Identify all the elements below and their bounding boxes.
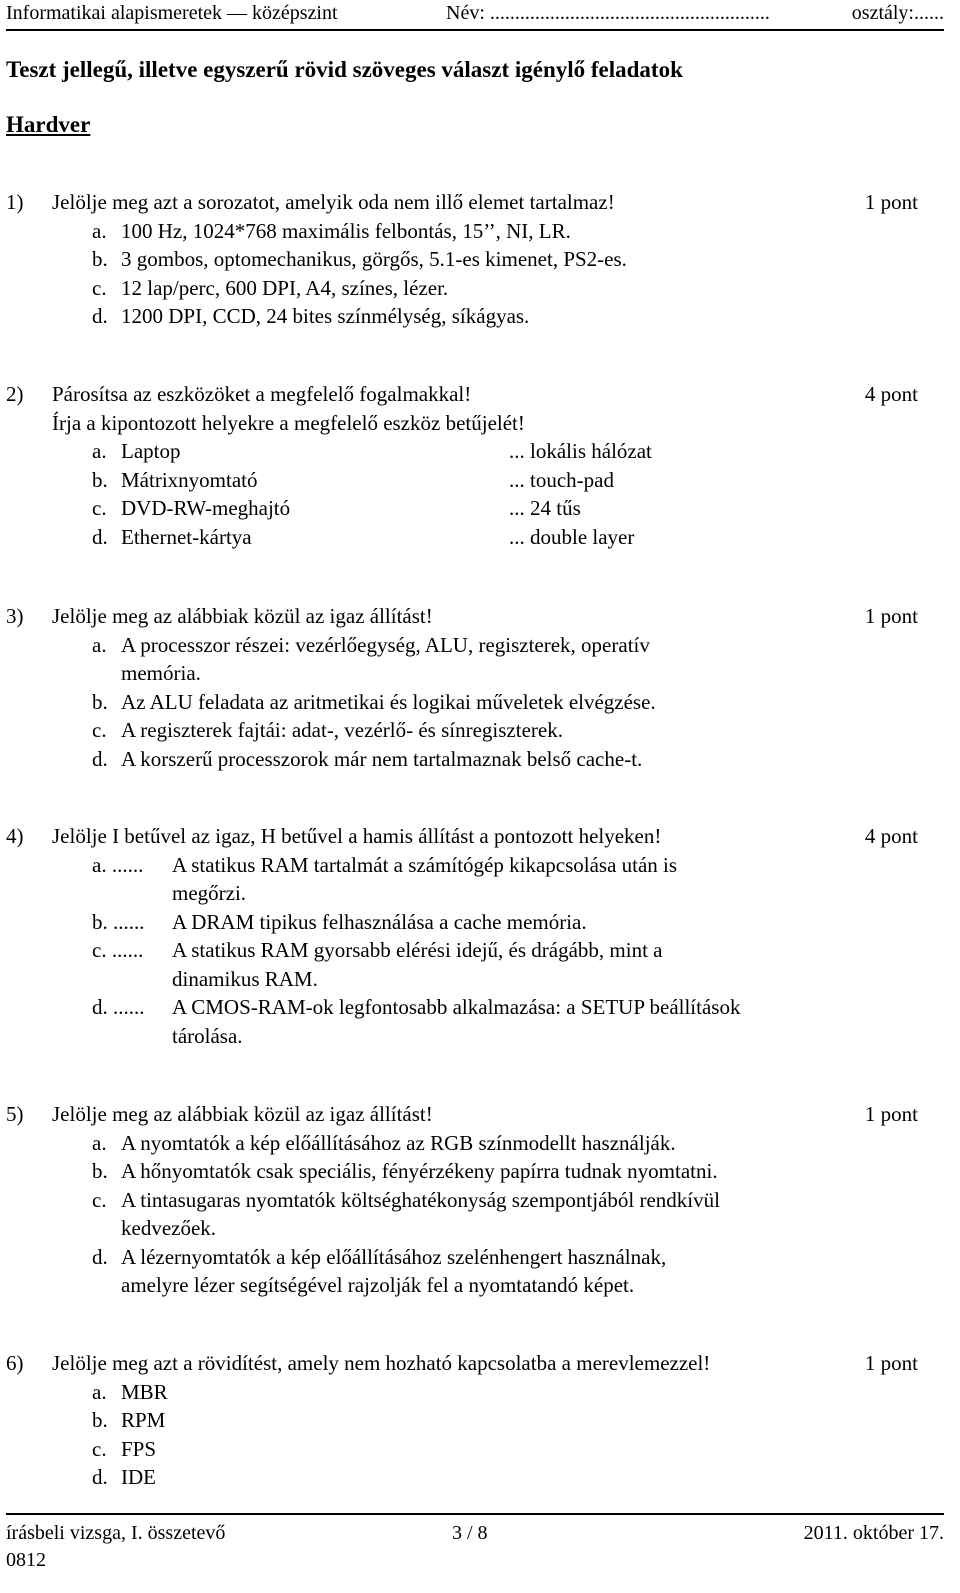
pair-device: DVD-RW-meghajtó [121,496,291,520]
page-header [6,0,944,27]
option-text: 12 lap/perc, 600 DPI, A4, színes, lézer. [121,275,449,300]
option-label: b. [92,247,108,271]
statement-answer-blank[interactable]: b. ...... [92,909,145,934]
header-name-field: Név: ........................................................ [446,2,770,24]
footer-date: 2011. október 17. [803,1522,944,1544]
pair-label: b. [92,467,108,492]
footer-exam-part: írásbeli vizsga, I. összetevő [6,1522,226,1544]
statement-text: A DRAM tipikus felhasználása a cache memória. [172,909,587,934]
statement-text: A statikus RAM gyorsabb elérési idejű, és drágább, mint a [172,938,663,962]
option-label: a. [92,1130,107,1155]
option-d [6,745,918,774]
question-text: Párosítsa az eszközöket a megfelelő fogalmakkal! [52,382,472,406]
page-footer [6,1520,944,1580]
statement-answer-blank[interactable]: a. ...... [92,852,144,877]
question-text: Jelölje meg azt a sorozatot, amelyik oda nem illő elemet tartalmaz! [52,190,615,214]
footer-code: 0812 [6,1549,46,1571]
option-text-continued: kedvezőek. [121,1216,217,1240]
question-text: Jelölje meg azt a rövidítést, amely nem hozható kapcsolatba a merevlemezzel! [52,1351,711,1375]
statement-text-continued: tárolása. [172,1023,243,1048]
option-a [6,1129,918,1158]
question-instruction: Írja a kipontozott helyekre a megfelelő eszköz betűjelét! [52,410,525,435]
option-text: 100 Hz, 1024*768 maximális felbontás, 15’’, NI, LR. [121,218,571,243]
question-number: 3) [6,604,24,628]
option-text: 3 gombos, optomechanikus, görgős, 5.1-es kimenet, PS2-es. [121,247,627,271]
option-a [6,1378,918,1407]
option-text: FPS [121,1436,157,1461]
pair-answer-blank[interactable]: ... double layer [509,524,635,549]
header-class-field: osztály:...... [851,2,944,24]
question-points: 4 pont [864,382,918,406]
question-4 [6,822,918,1050]
question-text: Jelölje meg az alábbiak közül az igaz állítást! [52,604,433,628]
option-text: MBR [121,1379,168,1404]
option-d [6,302,918,331]
question-number: 2) [6,382,24,406]
option-label: a. [92,632,107,657]
page-number: 3 / 8 [452,1522,488,1544]
footer-divider [6,1513,944,1515]
option-b [6,1406,918,1435]
option-b [6,1157,918,1186]
pair-row [6,523,918,552]
option-label: c. [92,275,107,300]
question-number: 6) [6,1351,24,1375]
option-label: b. [92,1159,108,1183]
statement-text: A statikus RAM tartalmát a számítógép kikapcsolása után is [172,852,678,877]
option-label: b. [92,1408,108,1432]
question-points: 1 pont [864,604,918,628]
pair-device: Laptop [121,439,181,463]
question-points: 1 pont [864,1102,918,1126]
pair-row [6,466,918,495]
option-label: b. [92,689,108,714]
option-c [6,1435,918,1464]
question-number: 1) [6,190,24,214]
pair-device: Ethernet-kártya [121,524,252,549]
question-points: 4 pont [864,824,918,848]
pair-answer-blank[interactable]: ... lokális hálózat [509,439,652,463]
pair-label: d. [92,524,108,549]
question-1 [6,188,918,331]
option-label: d. [92,1244,108,1269]
question-text: Jelölje meg az alábbiak közül az igaz állítást! [52,1102,433,1126]
statement-text-continued: megőrzi. [172,881,247,905]
header-divider [6,29,944,31]
question-text: Jelölje I betűvel az igaz, H betűvel a hamis állítást a pontozott helyeken! [52,824,662,848]
statement-text-continued: dinamikus RAM. [172,966,318,991]
option-text-continued: memória. [121,661,201,685]
option-d [6,1463,918,1492]
option-text: RPM [121,1408,166,1432]
statement-text: A CMOS-RAM-ok legfontosabb alkalmazása: a SETUP beállítások [172,995,741,1019]
statement-b [6,908,918,937]
option-c [6,716,918,745]
question-5 [6,1100,918,1300]
option-b [6,688,918,717]
option-text: A korszerű processzorok már nem tartalmaznak belső cache-t. [121,746,643,771]
option-text: A hőnyomtatók csak speciális, fényérzékeny papírra tudnak nyomtatni. [121,1159,718,1183]
option-label: d. [92,1465,108,1489]
option-b [6,245,918,274]
question-number: 4) [6,824,24,848]
option-a [6,631,918,660]
pair-label: a. [92,439,107,463]
option-label: d. [92,304,108,328]
pair-device: Mátrixnyomtató [121,467,258,492]
section-heading: Hardver [6,112,91,137]
header-subject: Informatikai alapismeretek — középszint [6,2,338,24]
option-text: A nyomtatók a kép előállításához az RGB színmodellt használják. [121,1130,676,1155]
option-label: c. [92,718,107,742]
option-label: d. [92,746,108,771]
option-c [6,1186,918,1215]
statement-a [6,851,918,880]
option-c [6,274,918,303]
page-title: Teszt jellegű, illetve egyszerű rövid szöveges választ igénylő feladatok [6,57,683,82]
option-label: a. [92,1379,107,1404]
statement-answer-blank[interactable]: d. ...... [92,995,145,1019]
pair-label: c. [92,496,107,520]
statement-answer-blank[interactable]: c. ...... [92,938,144,962]
option-text: A lézernyomtatók a kép előállításához szelénhengert használnak, [121,1244,667,1269]
option-text: Az ALU feladata az aritmetikai és logikai műveletek elvégzése. [121,689,656,714]
statement-c [6,936,918,965]
option-text: 1200 DPI, CCD, 24 bites színmélység, síkágyas. [121,304,530,328]
question-2 [6,380,918,551]
option-label: a. [92,218,107,243]
pair-answer-blank[interactable]: ... touch-pad [509,467,614,492]
question-points: 1 pont [864,1351,918,1375]
option-label: c. [92,1436,107,1461]
pair-row [6,494,918,523]
pair-row [6,437,918,466]
question-number: 5) [6,1102,24,1126]
option-text-continued: amelyre lézer segítségével rajzolják fel a nyomtatandó képet. [121,1273,635,1297]
option-text: IDE [121,1465,156,1489]
statement-d [6,993,918,1022]
question-3 [6,602,918,773]
option-d [6,1243,918,1272]
option-text: A tintasugaras nyomtatók költséghatékonyság szempontjából rendkívül [121,1187,720,1212]
pair-answer-blank[interactable]: ... 24 tűs [509,496,581,520]
question-points: 1 pont [864,190,918,214]
question-6 [6,1349,918,1492]
option-label: c. [92,1187,107,1212]
option-a [6,217,918,246]
option-text: A regiszterek fajtái: adat-, vezérlő- és sínregiszterek. [121,718,563,742]
option-text: A processzor részei: vezérlőegység, ALU, regiszterek, operatív [121,632,650,657]
